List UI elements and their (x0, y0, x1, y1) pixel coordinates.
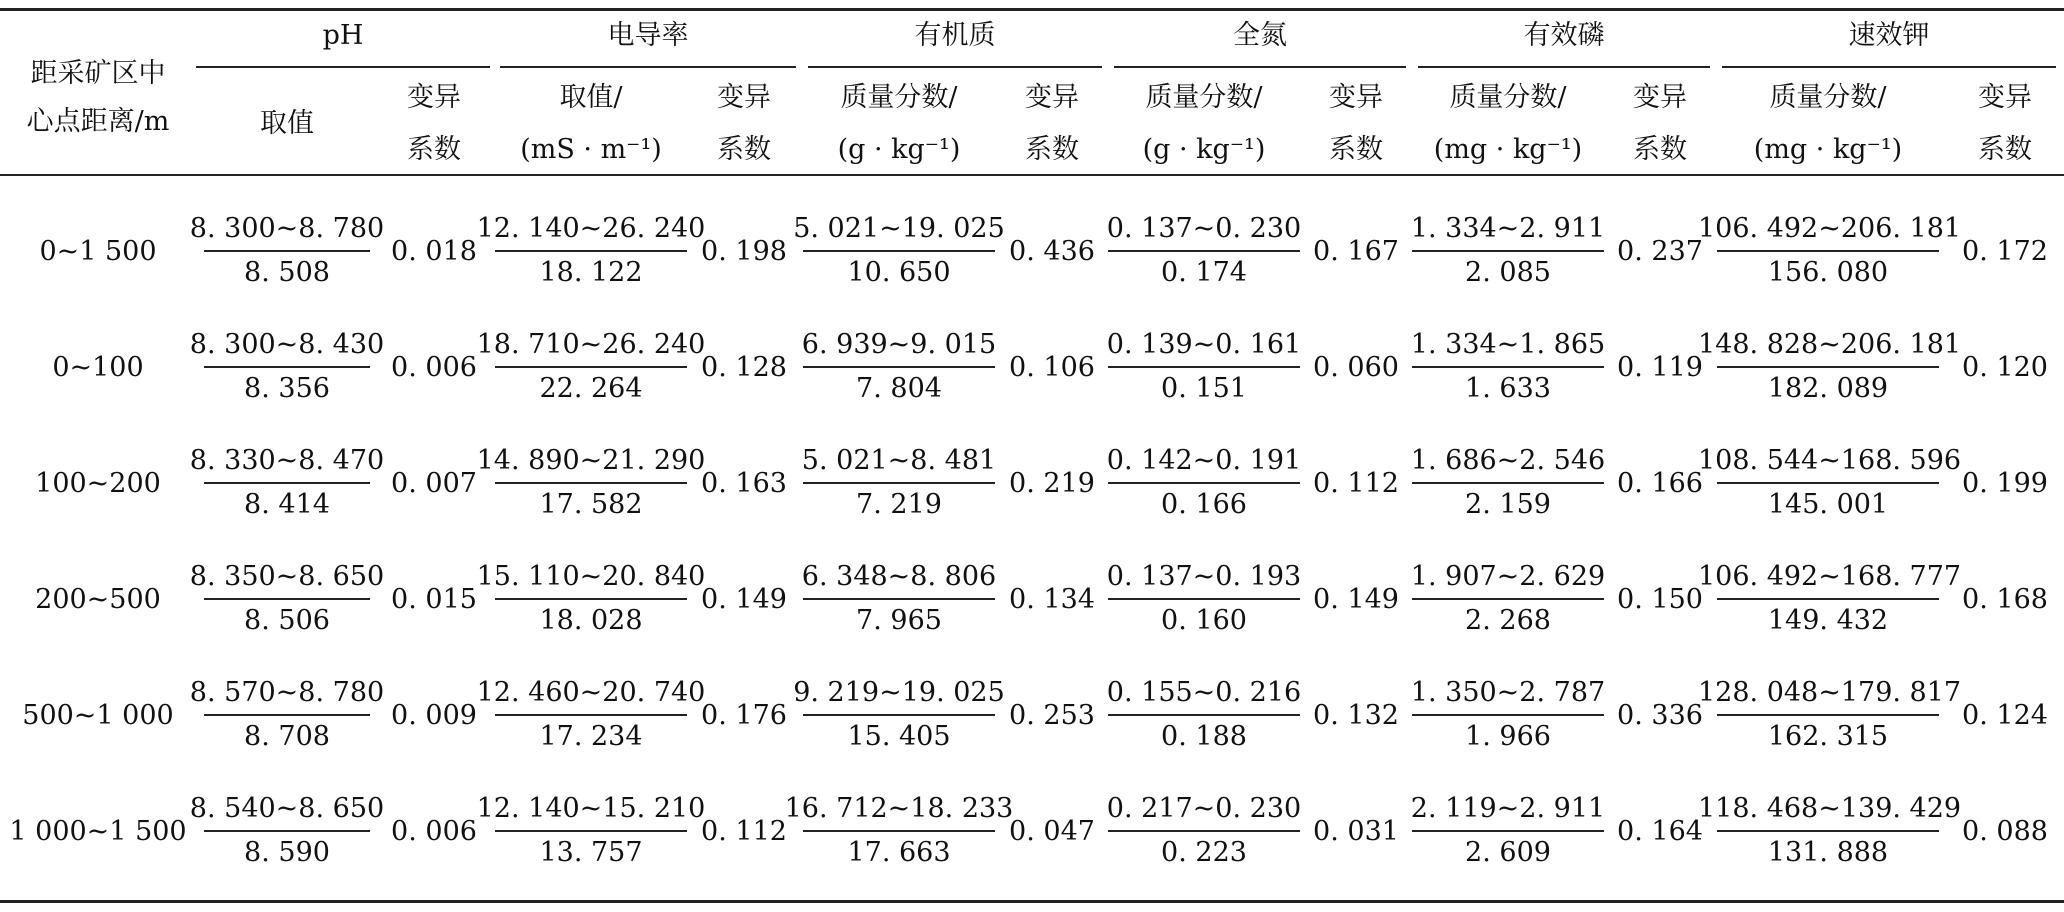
fraction-bar (204, 714, 370, 716)
mean-value: 10. 650 (847, 257, 951, 288)
row-label: 500~1 000 (22, 700, 174, 731)
mean-value: 0. 166 (1161, 489, 1247, 520)
fraction-bar (495, 830, 687, 832)
fraction-bar (1717, 598, 1939, 600)
mean-value: 2. 159 (1465, 489, 1551, 520)
cv-value: 0. 112 (1313, 468, 1399, 499)
fraction-bar (803, 598, 995, 600)
range-value: 8. 300~8. 780 (189, 213, 385, 244)
range-value: 14. 890~21. 290 (476, 445, 706, 476)
mean-value: 0. 151 (1161, 373, 1247, 404)
cv-col-header: 变异 (1633, 82, 1687, 113)
fraction-bar (204, 598, 370, 600)
range-value: 8. 330~8. 470 (189, 445, 385, 476)
group-underline (1114, 66, 1406, 68)
range-value: 18. 710~26. 240 (476, 329, 706, 360)
cv-col-header: 变异 (1978, 82, 2032, 113)
cv-col-header: 变异 (1329, 82, 1383, 113)
cv-value: 0. 007 (391, 468, 477, 499)
fraction-bar (803, 482, 995, 484)
cv-value: 0. 018 (391, 236, 477, 267)
fraction-bar (803, 366, 995, 368)
cv-col-header: 系数 (407, 134, 461, 165)
mean-value: 18. 028 (539, 605, 643, 636)
cv-col-header: 系数 (1978, 134, 2032, 165)
cv-value: 0. 112 (701, 816, 787, 847)
value-col-unit: (mg · kg⁻¹) (1753, 134, 1903, 165)
cv-value: 0. 164 (1617, 816, 1703, 847)
range-value: 6. 939~9. 015 (801, 329, 997, 360)
cv-value: 0. 047 (1009, 816, 1095, 847)
range-value: 16. 712~18. 233 (784, 793, 1014, 824)
mean-value: 0. 188 (1161, 721, 1247, 752)
bottom-rule (0, 900, 2064, 903)
cv-value: 0. 168 (1962, 584, 2048, 615)
cv-value: 0. 237 (1617, 236, 1703, 267)
cv-value: 0. 088 (1962, 816, 2048, 847)
row-label: 100~200 (35, 468, 161, 499)
fraction-bar (1717, 250, 1939, 252)
mean-value: 8. 356 (244, 373, 330, 404)
cv-value: 0. 031 (1313, 816, 1399, 847)
fraction-bar (1412, 366, 1604, 368)
value-col-unit: (mg · kg⁻¹) (1433, 134, 1583, 165)
fraction-bar (1412, 482, 1604, 484)
mean-value: 1. 966 (1465, 721, 1551, 752)
cv-value: 0. 132 (1313, 700, 1399, 731)
mean-value: 0. 223 (1161, 837, 1247, 868)
cv-col-header: 系数 (1329, 134, 1383, 165)
fraction-bar (1717, 830, 1939, 832)
fraction-bar (1108, 830, 1300, 832)
fraction-bar (1412, 830, 1604, 832)
cv-col-header: 系数 (717, 134, 771, 165)
cv-value: 0. 167 (1313, 236, 1399, 267)
fraction-bar (495, 714, 687, 716)
mean-value: 15. 405 (847, 721, 951, 752)
range-value: 15. 110~20. 840 (476, 561, 706, 592)
fraction-bar (1412, 598, 1604, 600)
value-col-header: 质量分数/ (1769, 82, 1887, 113)
range-value: 0. 217~0. 230 (1106, 793, 1302, 824)
value-col-header: 质量分数/ (1145, 82, 1263, 113)
value-col-header: 质量分数/ (840, 82, 958, 113)
cv-col-header: 变异 (717, 82, 771, 113)
cv-value: 0. 009 (391, 700, 477, 731)
mean-value: 7. 219 (856, 489, 942, 520)
value-col-header: 取值/ (559, 82, 623, 113)
fraction-bar (1717, 482, 1939, 484)
cv-value: 0. 149 (701, 584, 787, 615)
group-title: pH (322, 20, 364, 51)
mean-value: 149. 432 (1767, 605, 1889, 636)
range-value: 1. 907~2. 629 (1410, 561, 1606, 592)
row-label: 0~1 500 (39, 236, 157, 267)
group-underline (500, 66, 796, 68)
range-value: 8. 350~8. 650 (189, 561, 385, 592)
mean-value: 182. 089 (1767, 373, 1889, 404)
range-value: 8. 570~8. 780 (189, 677, 385, 708)
fraction-bar (495, 366, 687, 368)
fraction-bar (495, 250, 687, 252)
mean-value: 8. 508 (244, 257, 330, 288)
range-value: 5. 021~8. 481 (801, 445, 997, 476)
header-bottom-rule (0, 174, 2064, 176)
mean-value: 7. 965 (856, 605, 942, 636)
range-value: 1. 334~1. 865 (1410, 329, 1606, 360)
mean-value: 0. 160 (1161, 605, 1247, 636)
mean-value: 8. 506 (244, 605, 330, 636)
range-value: 12. 140~15. 210 (476, 793, 706, 824)
cv-value: 0. 336 (1617, 700, 1703, 731)
mean-value: 2. 268 (1465, 605, 1551, 636)
range-value: 12. 460~20. 740 (476, 677, 706, 708)
mean-value: 17. 663 (847, 837, 951, 868)
cv-col-header: 系数 (1025, 134, 1079, 165)
cv-value: 0. 150 (1617, 584, 1703, 615)
cv-value: 0. 176 (701, 700, 787, 731)
group-title: 速效钾 (1848, 20, 1930, 51)
range-value: 8. 540~8. 650 (189, 793, 385, 824)
group-underline (196, 66, 490, 68)
range-value: 6. 348~8. 806 (801, 561, 997, 592)
row-label-line-2: 心点距离/m (26, 106, 170, 137)
row-label: 200~500 (35, 584, 161, 615)
group-title: 有机质 (914, 20, 996, 51)
cv-value: 0. 119 (1617, 352, 1703, 383)
cv-value: 0. 120 (1962, 352, 2048, 383)
mean-value: 145. 001 (1767, 489, 1889, 520)
mean-value: 1. 633 (1465, 373, 1551, 404)
mean-value: 7. 804 (856, 373, 942, 404)
cv-value: 0. 198 (701, 236, 787, 267)
value-col-unit: (g · kg⁻¹) (837, 134, 961, 165)
range-value: 1. 686~2. 546 (1410, 445, 1606, 476)
range-value: 0. 139~0. 161 (1106, 329, 1302, 360)
range-value: 5. 021~19. 025 (793, 213, 1005, 244)
range-value: 8. 300~8. 430 (189, 329, 385, 360)
value-col-header: 质量分数/ (1449, 82, 1567, 113)
cv-value: 0. 128 (701, 352, 787, 383)
range-value: 108. 544~168. 596 (1698, 445, 1962, 476)
mean-value: 17. 582 (539, 489, 643, 520)
fraction-bar (495, 598, 687, 600)
fraction-bar (204, 830, 370, 832)
cv-value: 0. 149 (1313, 584, 1399, 615)
cv-value: 0. 163 (701, 468, 787, 499)
cv-value: 0. 060 (1313, 352, 1399, 383)
value-col-unit: (g · kg⁻¹) (1142, 134, 1266, 165)
mean-value: 131. 888 (1767, 837, 1889, 868)
cv-value: 0. 253 (1009, 700, 1095, 731)
cv-value: 0. 166 (1617, 468, 1703, 499)
mean-value: 8. 708 (244, 721, 330, 752)
cv-value: 0. 006 (391, 352, 477, 383)
row-label: 0~100 (52, 352, 144, 383)
range-value: 118. 468~139. 429 (1698, 793, 1962, 824)
range-value: 1. 350~2. 787 (1410, 677, 1606, 708)
group-underline (1722, 66, 2056, 68)
fraction-bar (1412, 250, 1604, 252)
range-value: 106. 492~206. 181 (1698, 213, 1962, 244)
fraction-bar (495, 482, 687, 484)
cv-value: 0. 219 (1009, 468, 1095, 499)
range-value: 0. 137~0. 230 (1106, 213, 1302, 244)
range-value: 1. 334~2. 911 (1410, 213, 1606, 244)
mean-value: 18. 122 (539, 257, 643, 288)
fraction-bar (1717, 714, 1939, 716)
range-value: 106. 492~168. 777 (1698, 561, 1962, 592)
fraction-bar (803, 714, 995, 716)
fraction-bar (204, 366, 370, 368)
mean-value: 22. 264 (539, 373, 643, 404)
cv-value: 0. 006 (391, 816, 477, 847)
row-label-line-1: 距采矿区中 (30, 58, 166, 89)
fraction-bar (1108, 482, 1300, 484)
fraction-bar (1108, 366, 1300, 368)
fraction-bar (1717, 366, 1939, 368)
top-rule (0, 8, 2064, 11)
group-underline (808, 66, 1102, 68)
group-title: 电导率 (607, 20, 689, 51)
range-value: 9. 219~19. 025 (793, 677, 1005, 708)
range-value: 0. 142~0. 191 (1106, 445, 1302, 476)
cv-col-header: 变异 (1025, 82, 1079, 113)
range-value: 0. 137~0. 193 (1106, 561, 1302, 592)
group-title: 有效磷 (1523, 20, 1605, 51)
mean-value: 2. 085 (1465, 257, 1551, 288)
mean-value: 8. 414 (244, 489, 330, 520)
mean-value: 0. 174 (1161, 257, 1247, 288)
mean-value: 2. 609 (1465, 837, 1551, 868)
cv-col-header: 变异 (407, 82, 461, 113)
fraction-bar (1108, 598, 1300, 600)
range-value: 148. 828~206. 181 (1698, 329, 1962, 360)
range-value: 12. 140~26. 240 (476, 213, 706, 244)
fraction-bar (803, 250, 995, 252)
fraction-bar (803, 830, 995, 832)
mean-value: 17. 234 (539, 721, 643, 752)
mean-value: 162. 315 (1767, 721, 1889, 752)
value-col-header: 取值 (260, 108, 314, 139)
group-underline (1418, 66, 1710, 68)
fraction-bar (204, 250, 370, 252)
range-value: 2. 119~2. 911 (1410, 793, 1606, 824)
mean-value: 156. 080 (1767, 257, 1889, 288)
cv-value: 0. 436 (1009, 236, 1095, 267)
cv-value: 0. 134 (1009, 584, 1095, 615)
fraction-bar (204, 482, 370, 484)
fraction-bar (1108, 714, 1300, 716)
cv-value: 0. 124 (1962, 700, 2048, 731)
cv-value: 0. 015 (391, 584, 477, 615)
cv-value: 0. 106 (1009, 352, 1095, 383)
row-label: 1 000~1 500 (9, 816, 187, 847)
fraction-bar (1108, 250, 1300, 252)
range-value: 0. 155~0. 216 (1106, 677, 1302, 708)
value-col-unit: (mS · m⁻¹) (520, 134, 662, 165)
cv-col-header: 系数 (1633, 134, 1687, 165)
cv-value: 0. 199 (1962, 468, 2048, 499)
mean-value: 13. 757 (539, 837, 643, 868)
fraction-bar (1412, 714, 1604, 716)
range-value: 128. 048~179. 817 (1698, 677, 1962, 708)
mean-value: 8. 590 (244, 837, 330, 868)
group-title: 全氮 (1233, 20, 1287, 51)
cv-value: 0. 172 (1962, 236, 2048, 267)
